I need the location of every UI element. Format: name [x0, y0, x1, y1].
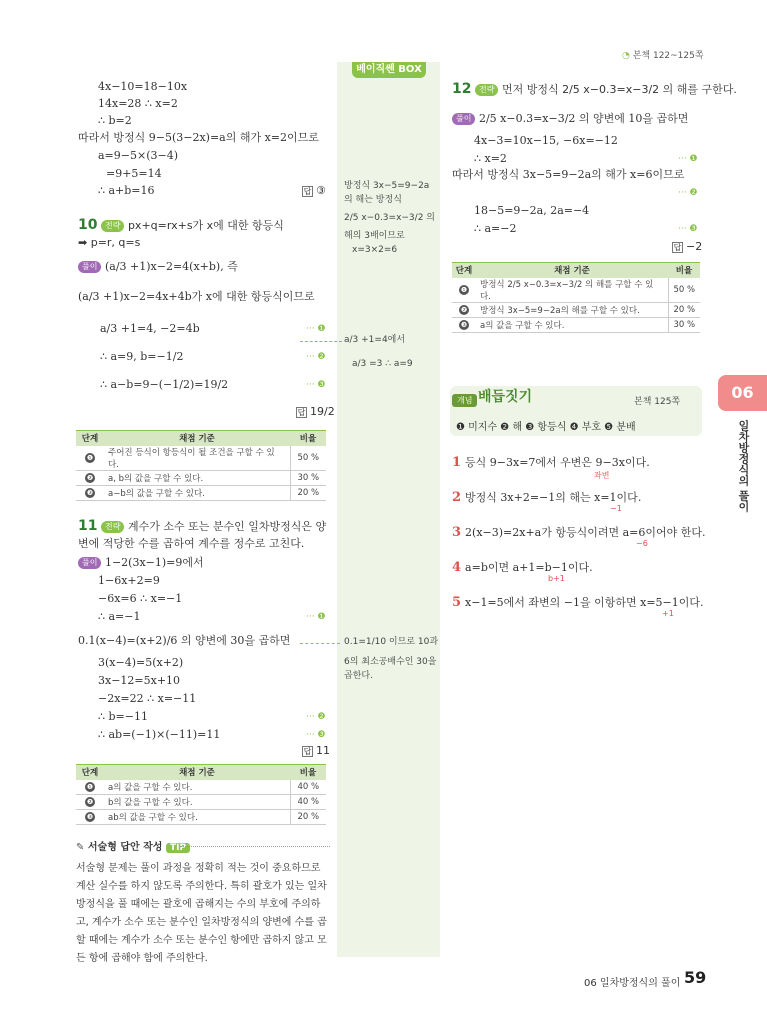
item-text: 2(x−3)=2x+a가 항등식이려면 a=6이어야 한다.	[465, 526, 706, 539]
table-row	[76, 485, 326, 500]
criterion: 주어진 등식이 항등식이 될 조건을 구할 수 있다.	[104, 446, 290, 471]
tip-badge: TIP	[166, 843, 190, 853]
solution-line: ∴ b=−11	[98, 710, 148, 723]
eq-line: 4x−10=18−10x	[98, 80, 188, 93]
solution-line: −6x=6 ∴ x=−1	[98, 592, 183, 605]
tip-text: 서술형 문제는 풀이 과정을 정확히 적는 것이 중요하므로 계산 실수를 하지 않도록 주의한다. 특히 괄호가 있는 일차방정식을 풀 때에는 괄호에 곱해지는 수의 부호에 주의하고, 계수가 소수 또는 분수인 일차방정식의 양변에 수를 곱할 때에는 계수가 소수 또는 분수인 항에만 곱하지 않고 모든 항에 곱해야 함에 주의한다.	[76, 863, 327, 964]
strategy-text: 계수가 소수 또는 분수인 일차방정식은 양변에 적당한 수를 곱하여 계수를 정수로 고친다.	[78, 520, 327, 550]
box-note-1-line-5: x=3×2=6	[352, 245, 398, 255]
step-number: ❸	[86, 488, 94, 497]
answer	[672, 240, 702, 253]
solution-line: 1−6x+2=9	[98, 574, 160, 587]
criterion: 방정식 3x−5=9−2a의 해를 구할 수 있다.	[476, 302, 668, 317]
solution-line: (a/3 +1)x−2=4x+4b가 x에 대한 항등식이므로	[78, 290, 315, 303]
concept-item	[452, 454, 650, 470]
col-header: 비율	[290, 431, 326, 446]
strategy-tag: 전략	[475, 84, 498, 96]
correction: −6	[636, 539, 648, 548]
answer-value: 19/2	[310, 405, 335, 418]
col-header: 단계	[76, 431, 104, 446]
basic-box-title: 베이직쎈 BOX	[352, 62, 426, 78]
criterion: a−b의 값을 구할 수 있다.	[104, 485, 290, 500]
box-note-1-line-1: 방정식 3x−5=9−2a	[344, 181, 430, 191]
solution-line: 18−5=9−2a, 2a=−4	[474, 204, 590, 217]
box-note-1-line-2: 의 해는 방정식	[344, 195, 402, 205]
correction: −1	[610, 504, 622, 513]
eq-line: 따라서 방정식 9−5(3−2x)=a의 해가 x=2이므로	[78, 131, 319, 144]
item-text: 방정식 3x+2=−1의 해는 x=1이다.	[465, 491, 642, 504]
answer-value: ③	[316, 184, 326, 197]
answer	[302, 184, 326, 197]
chapter-tab: 06	[718, 375, 767, 411]
concept-tag: 개념	[452, 394, 477, 407]
problem-10-header	[78, 218, 284, 233]
item-text: 등식 9−3x=7에서 우변은 9−3x이다.	[465, 456, 650, 469]
ratio: 50 %	[290, 446, 326, 471]
ratio: 40 %	[290, 780, 326, 795]
step-number: ❷	[86, 798, 94, 806]
strategy-tag: 전략	[101, 220, 124, 232]
table-row	[76, 780, 326, 795]
solution-line: ∴ a=−1	[98, 610, 141, 623]
criterion: 방정식 2/5 x−0.3=x−3/2 의 해를 구할 수 있다.	[476, 278, 668, 303]
strategy-text: px+q=rx+s가 x에 대한 항등식	[127, 219, 284, 232]
box-note-1-line-4: 해의 3배이므로	[344, 231, 405, 241]
solution-line: ∴ a=9, b=−1/2	[100, 350, 184, 363]
eq-line: a=9−5×(3−4)	[98, 149, 179, 162]
footer-chapter: 06 일차방정식의 풀이	[584, 978, 681, 989]
correction: 좌변	[594, 471, 610, 480]
item-text: a=b이면 a+1=b−1이다.	[465, 561, 593, 574]
grading-table-12	[452, 262, 700, 333]
ratio: 30 %	[668, 317, 700, 332]
strategy-tag: 전략	[101, 521, 124, 533]
concept-item	[452, 559, 593, 575]
step-number: ❶	[86, 782, 94, 791]
ratio: 20 %	[668, 302, 700, 317]
chapter-side-title: 일차방정식의 풀이	[737, 420, 750, 512]
concept-item	[452, 489, 641, 505]
criterion: a의 값을 구할 수 있다.	[476, 317, 668, 332]
solution-tag: 풀이	[452, 113, 475, 125]
answer	[296, 405, 335, 418]
item-number: 3	[452, 525, 462, 540]
solution-line: ∴ ab=(−1)×(−11)=11	[98, 728, 221, 741]
col-header: 채점 기준	[104, 431, 290, 446]
grading-table-10	[76, 430, 326, 501]
answer-icon: 답	[303, 746, 312, 756]
ratio: 50 %	[668, 278, 700, 303]
answer-icon: 답	[303, 186, 312, 196]
correction: b+1	[548, 574, 565, 583]
step-mark: ··· ❸	[306, 380, 326, 390]
step-mark: ··· ❸	[306, 730, 326, 740]
solution-line: 0.1(x−4)=(x+2)/6 의 양변에 30을 곱하면	[78, 634, 291, 647]
step-number: ❸	[460, 320, 468, 329]
problem-11-header	[78, 518, 333, 552]
col-header: 비율	[668, 263, 700, 278]
table-row	[76, 795, 326, 810]
correction: +1	[662, 609, 674, 618]
box-note-2-line-2: a/3 =3 ∴ a=9	[352, 359, 413, 369]
criterion: ab의 값을 구할 수 있다.	[104, 810, 290, 825]
step-mark: ··· ❷	[306, 712, 326, 722]
eq-line: ∴ a+b=16	[98, 184, 155, 197]
step-mark: ··· ❶	[306, 612, 326, 622]
step-mark: ··· ❷	[306, 352, 326, 362]
tip-divider	[180, 846, 330, 847]
solution-line: ∴ x=2	[474, 152, 507, 165]
solution-text: 1−2(3x−1)=9에서	[104, 556, 204, 569]
col-header: 단계	[452, 263, 476, 278]
tip-title: 서술형 답안 작성	[87, 842, 163, 853]
strategy-arrow: ➡ p=r, q=s	[78, 236, 141, 249]
step-mark: ··· ❶	[678, 154, 698, 164]
solution-tag: 풀이	[78, 261, 101, 273]
answer-value: −2	[686, 240, 703, 253]
connector-line	[300, 643, 340, 644]
step-number: ❶	[86, 453, 94, 462]
box-note-1-line-3: 2/5 x−0.3=x−3/2 의	[344, 213, 435, 223]
table-row	[76, 446, 326, 471]
solution-line	[78, 260, 238, 274]
item-text: x−1=5에서 좌변의 −1을 이항하면 x=5−1이다.	[465, 596, 704, 609]
ratio: 30 %	[290, 470, 326, 485]
concept-keys: ❶ 미지수 ❷ 해 ❸ 항등식 ❹ 부호 ❺ 분배	[456, 422, 636, 433]
solution-text: (a/3 +1)x−2=4(x+b), 즉	[104, 260, 238, 273]
solution-line: 4x−3=10x−15, −6x=−12	[474, 134, 618, 147]
criterion: a의 값을 구할 수 있다.	[104, 780, 290, 795]
step-number: ❷	[86, 473, 94, 482]
step-mark: ··· ❶	[306, 324, 326, 334]
tip-header	[76, 838, 190, 853]
solution-line	[452, 112, 688, 126]
step-mark: ··· ❸	[678, 224, 698, 234]
solution-text: 2/5 x−0.3=x−3/2 의 양변에 10을 곱하면	[478, 112, 689, 125]
solution-line: ∴ a−b=9−(−1/2)=19/2	[100, 378, 229, 391]
strategy-text: 먼저 방정식 2/5 x−0.3=x−3/2 의 해를 구한다.	[501, 83, 737, 96]
ratio: 20 %	[290, 485, 326, 500]
eq-line: =9+5=14	[106, 167, 162, 180]
box-note-3-line-3: 곱한다.	[344, 671, 373, 681]
item-number: 1	[452, 455, 462, 470]
criterion: a, b의 값을 구할 수 있다.	[104, 470, 290, 485]
problem-number: 10	[78, 217, 98, 233]
ref-icon: ◔	[622, 51, 633, 61]
ref-text: 본책 122~125쪽	[632, 51, 704, 61]
page-number: 59	[684, 968, 707, 987]
box-note-3-line-1: 0.1=1/10 이므로 10과	[344, 637, 439, 647]
solution-tag: 풀이	[78, 557, 101, 569]
col-header: 채점 기준	[104, 765, 290, 780]
item-number: 5	[452, 595, 462, 610]
step-number: ❸	[86, 813, 94, 821]
grading-table-11	[76, 764, 326, 825]
col-header: 채점 기준	[476, 263, 668, 278]
concept-title: 배듭짓기	[478, 389, 533, 405]
solution-line: ∴ a=−2	[474, 222, 517, 235]
ratio: 40 %	[290, 795, 326, 810]
col-header: 비율	[290, 765, 326, 780]
item-number: 2	[452, 490, 462, 505]
box-note-2-line-1: a/3 +1=4에서	[344, 335, 406, 345]
answer-icon: 답	[297, 407, 306, 417]
box-note-3-line-2: 6의 최소공배수인 30을	[344, 657, 437, 667]
concept-item	[452, 594, 704, 610]
eq-line: ∴ b=2	[98, 114, 132, 127]
table-row	[76, 470, 326, 485]
step-number: ❷	[460, 305, 468, 314]
problem-number: 12	[452, 81, 472, 97]
col-header: 단계	[76, 765, 104, 780]
step-number: ❶	[460, 285, 468, 294]
solution-line: 3(x−4)=5(x+2)	[98, 656, 184, 669]
connector-line	[300, 341, 342, 342]
solution-line: 3x−12=5x+10	[98, 674, 181, 687]
ratio: 20 %	[290, 810, 326, 825]
page-ref	[622, 48, 704, 61]
table-row	[76, 810, 326, 825]
problem-number: 11	[78, 518, 98, 534]
solution-line: a/3 +1=4, −2=4b	[100, 322, 200, 335]
table-row	[452, 317, 700, 332]
solution-line: −2x=22 ∴ x=−11	[98, 692, 197, 705]
answer	[302, 744, 330, 757]
pencil-icon: ✎	[76, 842, 88, 853]
item-number: 4	[452, 560, 462, 575]
step-mark: ··· ❷	[678, 188, 698, 198]
problem-12-header	[452, 82, 737, 97]
answer-value: 11	[316, 744, 330, 757]
table-row	[452, 278, 700, 303]
criterion: b의 값을 구할 수 있다.	[104, 795, 290, 810]
table-row	[452, 302, 700, 317]
answer-icon: 답	[673, 242, 682, 252]
eq-line: 14x=28 ∴ x=2	[98, 97, 178, 110]
solution-line	[78, 556, 204, 570]
concept-ref: 본책 125쪽	[634, 397, 681, 407]
solution-line: 따라서 방정식 3x−5=9−2a의 해가 x=6이므로	[452, 168, 685, 181]
concept-item	[452, 524, 706, 540]
